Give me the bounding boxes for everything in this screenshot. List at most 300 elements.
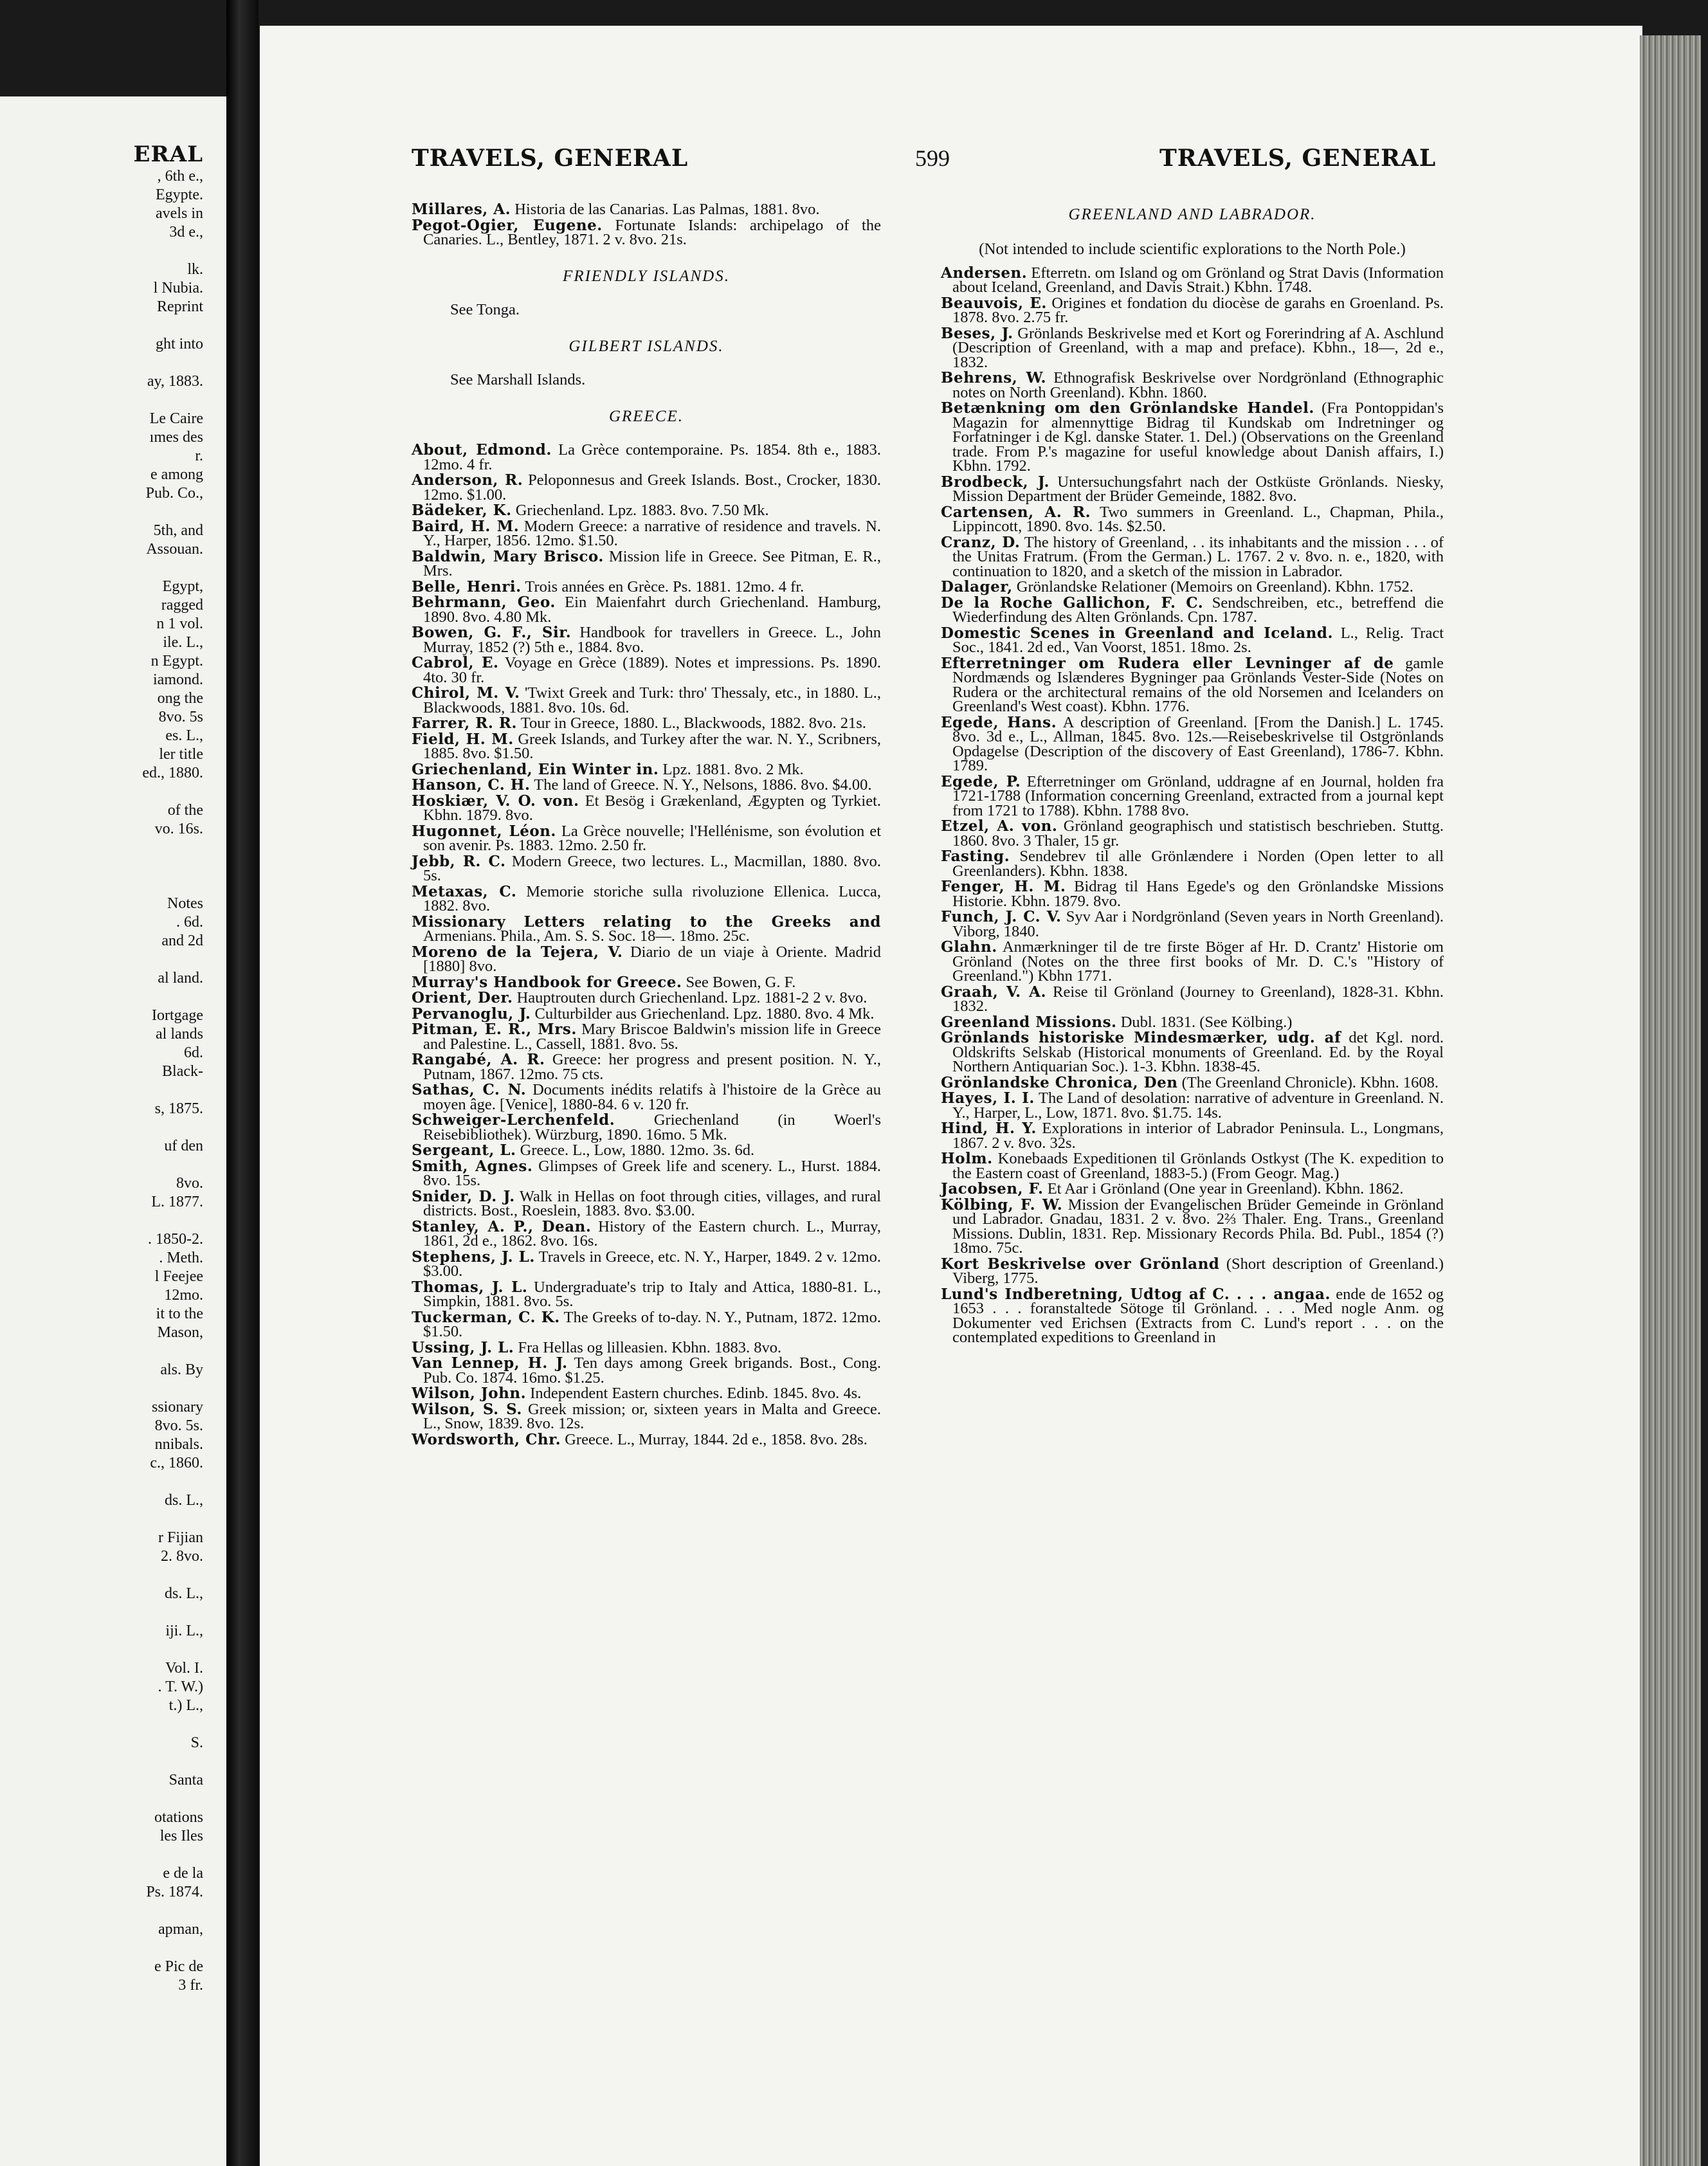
- text-fragment: Mason,: [157, 1324, 203, 1341]
- text-fragment: c., 1860.: [150, 1455, 203, 1471]
- entry-text: Peloponnesus and Greek Islands. Bost., Crocker, 1830. 12mo. $1.00.: [423, 471, 881, 504]
- text-fragment: Assouan.: [146, 541, 203, 558]
- entry-text: Modern Greece: a narrative of residence and travels. N. Y., Harper, 1856. 12mo. $1.50.: [423, 517, 881, 549]
- right-column: [941, 203, 1444, 1347]
- text-fragment: [10, 1118, 203, 1137]
- text-fragment: Black-: [162, 1063, 203, 1080]
- bibliography-entry: [412, 1007, 881, 1022]
- entry-text: det Kgl. nord. Oldskrifts Selskab (Historical monuments of Greenland. Ed. by the Royal Northern Antiquarian Soc.). 1-3. Kbhn. 1838-45.: [952, 1029, 1444, 1075]
- entry-text: Untersuchungsfahrt nach der Ostküste Grönlands. Niesky, Mission Department der Brüder Gemeinde, 1882. 8vo.: [952, 473, 1444, 505]
- section-note: (Not intended to include scientific explorations to the North Pole.): [979, 240, 1406, 258]
- entry-text: Undergraduate's trip to Italy and Attica, 1880-81. L., Simpkin, 1881. 8vo. 5s.: [423, 1278, 881, 1310]
- text-fragment: s, 1875.: [154, 1100, 203, 1117]
- bibliography-entry: [412, 760, 881, 778]
- entry-text: (Short description of Greenland.) Viberg, 1775.: [952, 1255, 1444, 1287]
- text-fragment: Ps. 1874.: [146, 1884, 203, 1900]
- entry-text: Efterretninger om Grönland, uddragne af en Journal, holden fra 1721-1788 (Information concerning Greenland, extracted from a journal kept from 1721 to 1788). Kbhn. 1788 8vo.: [952, 772, 1444, 819]
- entry-text: Greek mission; or, sixteen years in Malta and Greece. L., Snow, 1839. 8vo. 12s.: [423, 1400, 882, 1432]
- bibliography-entry: [941, 266, 1444, 295]
- entry-text: Travels in Greece, etc. N. Y., Harper, 1849. 2 v. 12mo. $3.00.: [423, 1248, 882, 1280]
- bibliography-entry: [412, 473, 881, 502]
- text-fragment: es. L.,: [165, 727, 203, 744]
- entry-author: Cartensen, A. R.: [941, 503, 1091, 521]
- text-fragment: t.) L.,: [168, 1697, 203, 1714]
- text-fragment: [10, 1641, 203, 1659]
- text-fragment: e de la: [163, 1865, 203, 1882]
- bibliography-entry: [412, 1217, 882, 1250]
- bibliography-entry: [412, 1143, 881, 1158]
- text-fragment: Notes: [167, 895, 203, 912]
- entry-author: Cranz, D.: [941, 533, 1021, 551]
- section-heading-friendly-islands: FRIENDLY ISLANDS.: [563, 267, 730, 285]
- text-fragment: [10, 1902, 203, 1920]
- entry-author: Smith, Agnes.: [412, 1157, 533, 1175]
- bibliography-entry: [941, 985, 1444, 1014]
- text-fragment: it to the: [156, 1306, 203, 1322]
- entry-author: Fenger, H. M.: [941, 878, 1066, 895]
- entry-author: Millares, A.: [412, 201, 511, 218]
- text-fragment: . Meth.: [159, 1250, 203, 1266]
- text-fragment: [10, 1081, 203, 1100]
- entry-author: Hanson, C. H.: [412, 776, 531, 794]
- entry-text: Syv Aar i Nordgrönland (Seven years in North Greenland). Viborg, 1840.: [952, 908, 1444, 940]
- bibliography-entry: [412, 991, 881, 1006]
- entry-author: Stanley, A. P., Dean.: [412, 1217, 592, 1235]
- bibliography-entry: [412, 1338, 881, 1356]
- bibliography-entry: [412, 626, 881, 655]
- text-fragment: ght into: [155, 336, 203, 352]
- text-fragment: nnibals.: [154, 1436, 203, 1453]
- entry-text: Historia de las Canarias. Las Palmas, 1881. 8vo.: [514, 201, 820, 218]
- entry-author: Lund's Indberetning, Udtog af C. . . . angaa.: [941, 1285, 1331, 1303]
- text-fragment: ong the: [157, 690, 203, 707]
- entry-author: Chirol, M. V.: [412, 684, 520, 702]
- text-fragment: ssionary: [152, 1399, 203, 1415]
- text-fragment: e among: [150, 466, 203, 483]
- text-fragment: iamond.: [153, 671, 203, 688]
- text-fragment: apman,: [158, 1921, 203, 1938]
- entry-text: The history of Greenland, . . its inhabitants and the mission . . . of the Unitas Fratrum. (From the German.) L. 1767. 2 v. 8vo. n. e., 1820, with continuation to 1820, and a sketch of the mission in Labrador.: [952, 533, 1444, 580]
- text-fragment: 8vo.: [176, 1175, 203, 1192]
- bibliography-entry: [412, 686, 881, 715]
- bibliography-entry: [941, 596, 1444, 625]
- entry-text: Reise til Grönland (Journey to Greenland), 1828-31. Kbhn. 1832.: [952, 983, 1444, 1015]
- entry-text: Trois années en Grèce. Ps. 1881. 12mo. 4 fr.: [525, 578, 804, 596]
- text-fragment: n Egypt.: [150, 653, 203, 669]
- entry-text: gamle Nordmænds og Islænderes Bygninger paa Grönlands Vester-Side (Notes on Rudera or the architectural remains of the old Norsemen and Icelanders on Greenland's West coast). Kbhn. 1776.: [952, 654, 1444, 715]
- bibliography-entry: [412, 656, 881, 685]
- entry-author: Jacobsen, F.: [941, 1180, 1044, 1197]
- entry-text: Fra Hellas og lilleasien. Kbhn. 1883. 8vo.: [518, 1338, 782, 1356]
- left-page-header: ERAL: [133, 141, 203, 167]
- entry-author: De la Roche Gallichon, F. C.: [941, 594, 1204, 612]
- entry-text: La Grèce contemporaine. Ps. 1854. 8th e., 1883. 12mo. 4 fr.: [423, 441, 882, 473]
- text-fragment: [10, 391, 203, 410]
- entry-text: Et Besög i Grækenland, Ægypten og Tyrkiet. Kbhn. 1879. 8vo.: [423, 792, 881, 824]
- bibliography-entry: [412, 824, 881, 853]
- entry-text: Griechenland. Lpz. 1883. 8vo. 7.50 Mk.: [515, 502, 769, 519]
- entry-text: Two summers in Greenland. L., Chapman, Phila., Lippincott, 1890. 8vo. 14s. $2.50.: [952, 503, 1444, 535]
- entry-text: Bidrag til Hans Egede's og den Grönlandske Missions Historie. Kbhn. 1879. 8vo.: [952, 878, 1444, 910]
- entry-text: Explorations in interior of Labrador Peninsula. L., Longmans, 1867. 2 v. 8vo. 32s.: [952, 1120, 1444, 1152]
- entry-text: See Bowen, G. F.: [686, 973, 796, 991]
- bibliography-entry: [412, 216, 881, 248]
- entry-author: Snider, D. J.: [412, 1187, 515, 1205]
- bibliography-entry: [941, 324, 1444, 371]
- bibliography-entry: [941, 1198, 1444, 1256]
- canarias-entries: [412, 203, 881, 248]
- text-fragment: Vol. I.: [165, 1660, 203, 1677]
- entry-text: Sendebrev til alle Grönlændere i Norden (Open letter to all Greenlanders). Kbhn. 1838.: [952, 848, 1444, 880]
- bibliography-entry: [412, 794, 881, 823]
- bibliography-entry: [941, 880, 1444, 909]
- bibliography-entry: [412, 1083, 881, 1112]
- text-fragment: [10, 316, 203, 335]
- cross-reference: See Marshall Islands.: [450, 371, 586, 388]
- text-fragment: [10, 783, 203, 801]
- text-fragment: S.: [190, 1734, 203, 1751]
- bibliography-entry: [412, 547, 882, 579]
- entry-text: Fortunate Islands: archipelago of the Canaries. L., Bentley, 1871. 2 v. 8vo. 21s.: [423, 216, 881, 248]
- bibliography-entry: [412, 1187, 882, 1219]
- bibliography-entry: [941, 296, 1444, 325]
- entry-author: Beauvois, E.: [941, 294, 1047, 312]
- bibliography-entry: [412, 580, 881, 595]
- bibliography-entry: [412, 203, 881, 217]
- entry-text: A description of Greenland. [From the Danish.] L. 1745. 8vo. 3d e., L., Allman, 1845. 8vo. 12s.—Reisebeskrivelse til Ostgrönlands Opdagelse (Description of the discovery of East Greenland), 1786-7. Kbhn. 1789.: [952, 713, 1444, 774]
- entry-text: Anmærkninger til de tre firste Böger af Hr. D. Crantz' Historie om Grönland (Notes on the three first books of Mr. D. C.'s "History of Greenland.") Kbhn 1771.: [952, 938, 1444, 985]
- bibliography-entry: [941, 580, 1444, 595]
- section-heading-gilbert-islands: GILBERT ISLANDS.: [568, 337, 724, 355]
- bibliography-entry: [941, 401, 1444, 474]
- entry-author: Dalager,: [941, 578, 1013, 596]
- text-fragment: [10, 876, 203, 895]
- entry-text: Tour in Greece, 1880. L., Blackwoods, 1882. 8vo. 21s.: [520, 714, 866, 732]
- entry-text: Dubl. 1831. (See Kölbing.): [1120, 1013, 1293, 1031]
- text-fragment: . 1850-2.: [148, 1231, 203, 1248]
- greece-entries: [412, 443, 881, 1447]
- entry-author: Tuckerman, C. K.: [412, 1308, 560, 1326]
- bibliography-entry: [412, 1157, 881, 1189]
- bibliography-entry: [941, 850, 1444, 878]
- text-fragment: ds. L.,: [165, 1492, 203, 1509]
- entry-author: Domestic Scenes in Greenland and Iceland.: [941, 624, 1333, 642]
- greenland-entries: [941, 266, 1444, 1345]
- text-fragment: [10, 1156, 203, 1174]
- text-fragment: als. By: [160, 1361, 203, 1378]
- entry-author: Cabrol, E.: [412, 654, 499, 671]
- text-fragment: [10, 988, 203, 1006]
- bibliography-entry: [941, 475, 1444, 504]
- entry-author: Metaxas, C.: [412, 882, 517, 900]
- text-fragment: lk.: [187, 261, 203, 278]
- bibliography-entry: [941, 819, 1444, 848]
- entry-text: The Greeks of to-day. N. Y., Putnam, 1872. 12mo. $1.50.: [423, 1308, 881, 1340]
- entry-text: Armenians. Phila., Am. S. S. Soc. 18—. 18mo. 25c.: [423, 927, 750, 945]
- entry-text: History of the Eastern church. L., Murray, 1861, 2d e., 1862. 8vo. 16s.: [423, 1217, 882, 1250]
- entry-author: About, Edmond.: [412, 441, 552, 459]
- cross-reference: See Tonga.: [450, 301, 520, 318]
- bibliography-entry: [941, 1015, 1444, 1030]
- entry-text: Walk in Hellas on foot through cities, villages, and rural districts. Bost., Roeslein, 1883. 8vo. $3.00.: [423, 1187, 882, 1219]
- page-edges: [1640, 35, 1701, 2166]
- entry-author: Funch, J. C. V.: [941, 908, 1062, 925]
- bibliography-entry: [412, 517, 881, 549]
- text-fragment: otations: [154, 1809, 203, 1826]
- text-fragment: [10, 1510, 203, 1529]
- bibliography-entry: [412, 716, 881, 731]
- bibliography-entry: [412, 1430, 881, 1448]
- bibliography-entry: [941, 533, 1444, 580]
- bibliography-entry: [941, 940, 1444, 984]
- entry-author: Betænkning om den Grönlandske Handel.: [941, 399, 1314, 417]
- text-fragment: ragged: [161, 597, 203, 614]
- entry-author: Hugonnet, Léon.: [412, 822, 556, 840]
- entry-text: Ten days among Greek brigands. Bost., Cong. Pub. Co. 1874. 16mo. $1.25.: [423, 1354, 881, 1387]
- entry-author: Bowen, G. F., Sir.: [412, 624, 572, 641]
- text-fragment: ımes des: [149, 429, 203, 446]
- text-fragment: . T. W.): [158, 1679, 203, 1695]
- entry-text: Hauptrouten durch Griechenland. Lpz. 1881-2 2 v. 8vo.: [516, 989, 868, 1006]
- entry-author: Egede, P.: [941, 772, 1021, 790]
- text-fragment: 8vo. 5s.: [154, 1417, 203, 1434]
- entry-text: Griechenland (in Woerl's Reisebibliothek). Würzburg, 1890. 16mo. 5 Mk.: [423, 1111, 882, 1143]
- entry-author: Baldwin, Mary Brisco.: [412, 547, 604, 565]
- entry-text: Sendschreiben, etc., betreffend die Wiederfindung des Alten Grönlands. Cpn. 1787.: [952, 594, 1444, 626]
- bibliography-entry: [412, 443, 881, 472]
- entry-text: Mission life in Greece. See Pitman, E. R., Mrs.: [423, 547, 882, 579]
- bibliography-entry: [941, 1152, 1444, 1181]
- bibliography-entry: [941, 1031, 1444, 1075]
- text-fragment: 2. 8vo.: [161, 1548, 203, 1565]
- entry-text: Documents inédits relatifs à l'histoire de la Grèce au moyen âge. [Venice], 1880-84. 6 v. 120 fr.: [423, 1081, 881, 1113]
- entry-author: Missionary Letters relating to the Greeks and: [412, 913, 881, 931]
- entry-text: Modern Greece, two lectures. L., Macmillan, 1880. 8vo. 5s.: [423, 852, 882, 884]
- text-fragment: ds. L.,: [165, 1585, 203, 1602]
- bibliography-entry: [412, 852, 882, 884]
- entry-text: Memorie storiche sulla rivoluzione Ellenica. Lucca, 1882. 8vo.: [423, 882, 882, 915]
- bibliography-entry: [941, 1285, 1444, 1346]
- text-fragment: ler title: [159, 746, 203, 763]
- page-number: 599: [915, 145, 950, 171]
- text-fragment: al land.: [158, 970, 203, 987]
- text-fragment: l Feejee: [154, 1268, 203, 1285]
- entry-author: Kort Beskrivelse over Grönland: [941, 1255, 1220, 1273]
- entry-author: Brodbeck, J.: [941, 473, 1050, 491]
- bibliography-entry: [941, 772, 1444, 819]
- entry-author: Wilson, John.: [412, 1385, 527, 1402]
- entry-author: Grönlands historiske Mindesmærker, udg. af: [941, 1029, 1341, 1046]
- text-fragment: [10, 242, 203, 260]
- text-fragment: [10, 1790, 203, 1808]
- bibliography-entry: [941, 1122, 1444, 1151]
- entry-author: Sathas, C. N.: [412, 1081, 527, 1098]
- bibliography-entry: [412, 882, 882, 915]
- text-fragment: les Iles: [159, 1828, 203, 1844]
- text-fragment: ile. L.,: [163, 634, 203, 651]
- bibliography-entry: [412, 596, 881, 624]
- entry-author: Jebb, R. C.: [412, 852, 506, 870]
- text-fragment: [10, 1379, 203, 1398]
- entry-text: Grönlandske Relationer (Memoirs on Greenland). Kbhn. 1752.: [1016, 578, 1413, 596]
- text-fragment: 8vo. 5s: [158, 709, 203, 725]
- bibliography-entry: [412, 973, 881, 991]
- bibliography-entry: [412, 730, 882, 762]
- text-fragment: e Pic de: [154, 1958, 203, 1975]
- entry-author: Van Lennep, H. J.: [412, 1354, 568, 1372]
- text-fragment: L. 1877.: [151, 1194, 203, 1210]
- entry-text: Glimpses of Greek life and scenery. L., Hurst. 1884. 8vo. 15s.: [423, 1157, 881, 1189]
- entry-author: Pegot-Ogier, Eugene.: [412, 216, 603, 234]
- entry-author: Etzel, A. von.: [941, 817, 1058, 835]
- entry-text: 'Twixt Greek and Turk: thro' Thessaly, etc., in 1880. L., Blackwoods, 1881. 8vo. 10s. 6d.: [423, 684, 881, 716]
- bibliography-entry: [941, 1257, 1444, 1286]
- text-fragment: [10, 1752, 203, 1771]
- bibliography-entry: [412, 1387, 881, 1401]
- bibliography-entry: [941, 371, 1444, 400]
- entry-author: Field, H. M.: [412, 730, 514, 748]
- entry-author: Ussing, J. L.: [412, 1338, 514, 1356]
- entry-author: Efterretninger om Rudera eller Levninger af de: [941, 654, 1394, 672]
- entry-text: Efterretn. om Island og om Grönland og Strat Davis (Information about Iceland, Greenland, and Davis Strait.) Kbhn. 1748.: [952, 264, 1444, 296]
- text-fragment: [10, 1846, 203, 1864]
- bibliography-entry: [412, 1113, 881, 1142]
- entry-author: Wordsworth, Chr.: [412, 1430, 561, 1448]
- entry-text: Konebaads Expeditionen til Grönlands Ostkyst (The K. expedition to the Eastern coast of Greenland, 1883-5.) (From Geogr. Mag.): [952, 1150, 1444, 1182]
- bibliography-entry: [941, 654, 1444, 715]
- bibliography-entry: [941, 1073, 1444, 1091]
- text-fragment: [10, 839, 203, 857]
- entry-text: ende de 1652 og 1653 . . . foranstaltede Sötoge til Grönland. . . . Med nogle Anm. og Dokumenter ved Erichsen (Extracts from C. Lund's report . . . on the contemplated expeditions to Greenland in: [952, 1285, 1444, 1346]
- entry-author: Baird, H. M.: [412, 517, 520, 535]
- entry-author: Schweiger-Lerchenfeld.: [412, 1111, 615, 1129]
- entry-author: Pitman, E. R., Mrs.: [412, 1021, 577, 1038]
- bibliography-entry: [412, 1400, 882, 1432]
- entry-text: Culturbilder aus Griechenland. Lpz. 1880. 8vo. 4 Mk.: [534, 1005, 875, 1023]
- text-fragment: uf den: [164, 1138, 203, 1154]
- entry-text: The land of Greece. N. Y., Nelsons, 1886. 8vo. $4.00.: [534, 776, 872, 794]
- bibliography-entry: [412, 915, 881, 944]
- entry-text: Diario de un viaje à Oriente. Madrid [1880] 8vo.: [423, 943, 881, 975]
- entry-author: Graah, V. A.: [941, 983, 1047, 1001]
- bibliography-entry: [412, 1023, 881, 1051]
- text-fragment: ay, 1883.: [147, 373, 203, 390]
- text-fragment: r Fijian: [158, 1529, 203, 1546]
- text-fragment: [10, 857, 203, 876]
- entry-text: Independent Eastern churches. Edinb. 1845. 8vo. 4s.: [530, 1385, 862, 1402]
- bibliography-entry: [412, 1250, 881, 1279]
- section-heading-greenland: GREENLAND AND LABRADOR.: [1068, 206, 1316, 223]
- text-fragment: n 1 vol.: [156, 615, 203, 632]
- bibliography-entry: [941, 1182, 1444, 1197]
- entry-author: Orient, Der.: [412, 989, 513, 1006]
- entry-text: Ein Maienfahrt durch Griechenland. Hamburg, 1890. 8vo. 4.80 Mk.: [423, 594, 882, 626]
- section-heading-greece: GREECE.: [608, 407, 684, 425]
- left-page-text-fragments: [10, 167, 203, 1995]
- text-fragment: l Nubia.: [153, 280, 203, 296]
- bibliography-entry: [412, 504, 881, 518]
- entry-author: Glahn.: [941, 938, 997, 956]
- running-header-left: TRAVELS, GENERAL: [412, 145, 689, 172]
- entry-author: Hind, H. Y.: [941, 1120, 1037, 1137]
- entry-author: Farrer, R. R.: [412, 714, 518, 732]
- entry-author: Kölbing, F. W.: [941, 1196, 1063, 1214]
- text-fragment: iji. L.,: [165, 1623, 203, 1639]
- entry-text: Lpz. 1881. 8vo. 2 Mk.: [662, 760, 804, 778]
- entry-author: Greenland Missions.: [941, 1013, 1117, 1031]
- text-fragment: Egypt,: [162, 578, 203, 595]
- entry-text: L., Relig. Tract Soc., 1841. 2d ed., Van Voorst, 1851. 18mo. 2s.: [952, 624, 1444, 656]
- text-fragment: of the: [167, 802, 203, 819]
- text-fragment: and 2d: [161, 933, 203, 949]
- entry-author: Behrens, W.: [941, 369, 1047, 387]
- text-fragment: [10, 1342, 203, 1361]
- text-fragment: Egypte.: [156, 187, 203, 203]
- entry-author: Thomas, J. L.: [412, 1278, 528, 1296]
- entry-author: Moreno de la Tejera, V.: [412, 943, 623, 961]
- entry-text: La Grèce nouvelle; l'Hellénisme, son évolution et son avenir. Ps. 1883. 12mo. 2.50 fr.: [423, 822, 882, 854]
- text-fragment: [10, 951, 203, 969]
- text-fragment: Santa: [168, 1772, 203, 1788]
- text-fragment: [10, 354, 203, 372]
- entry-text: (Fra Pontoppidan's Magazin for almennyttige Bidrag til Kundskab om Indretninger og Forfatninger i de Kgl. danske Stater. 1. Del.) (Observations on the Greenland trade. From P.'s magazine for useful knowledge about Danish affairs, I.) Kbhn. 1792.: [952, 399, 1444, 475]
- entry-author: Pervanoglu, J.: [412, 1005, 531, 1023]
- entry-author: Griechenland, Ein Winter in.: [412, 760, 659, 778]
- bibliography-entry: [412, 778, 881, 793]
- entry-author: Belle, Henri.: [412, 578, 522, 596]
- entry-author: Grönlandske Chronica, Den: [941, 1073, 1178, 1091]
- text-fragment: Reprint: [157, 298, 203, 315]
- left-page-fragment: [0, 96, 226, 2166]
- entry-author: Hayes, I. I.: [941, 1089, 1035, 1107]
- text-fragment: ed., 1880.: [142, 765, 203, 781]
- text-fragment: 6d.: [184, 1044, 203, 1061]
- text-fragment: 5th, and: [153, 522, 203, 539]
- entry-text: The Land of desolation: narrative of adventure in Greenland. N. Y., Harper, L., Low, 1871. 8vo. $1.75. 14s.: [952, 1089, 1444, 1122]
- bibliography-entry: [941, 910, 1444, 939]
- text-fragment: avels in: [156, 205, 203, 222]
- text-fragment: [10, 1715, 203, 1734]
- bibliography-entry: [941, 626, 1444, 655]
- entry-author: Anderson, R.: [412, 471, 523, 489]
- entry-text: Greek Islands, and Turkey after the war. N. Y., Scribners, 1885. 8vo. $1.50.: [423, 730, 882, 762]
- entry-text: Handbook for travellers in Greece. L., John Murray, 1852 (?) 5th e., 1884. 8vo.: [423, 624, 882, 656]
- entry-author: Beses, J.: [941, 324, 1013, 342]
- text-fragment: [10, 1939, 203, 1958]
- entry-author: Rangabé, A. R.: [412, 1051, 545, 1068]
- text-fragment: [10, 559, 203, 578]
- text-fragment: [10, 1603, 203, 1622]
- text-fragment: Iortgage: [152, 1007, 203, 1024]
- bibliography-entry: [412, 1053, 881, 1082]
- entry-text: Greece: her progress and present position. N. Y., Putnam, 1867. 12mo. 75 cts.: [423, 1051, 881, 1083]
- text-fragment: 3 fr.: [178, 1977, 203, 1994]
- text-fragment: [10, 1212, 203, 1230]
- text-fragment: vo. 16s.: [154, 821, 203, 837]
- text-fragment: [10, 1473, 203, 1491]
- entry-author: Behrmann, Geo.: [412, 594, 556, 611]
- entry-text: (The Greenland Chronicle). Kbhn. 1608.: [1181, 1073, 1439, 1091]
- text-fragment: . 6d.: [176, 914, 203, 931]
- text-fragment: Pub. Co.,: [145, 485, 203, 502]
- entry-text: Origines et fondation du diocèse de garahs en Groenland. Ps. 1878. 8vo. 2.75 fr.: [952, 294, 1444, 326]
- bibliography-entry: [412, 1280, 881, 1309]
- text-fragment: Le Caire: [149, 410, 203, 427]
- text-fragment: , 6th e.,: [157, 168, 203, 185]
- entry-text: Et Aar i Grönland (One year in Greenland). Kbhn. 1862.: [1047, 1180, 1404, 1197]
- bibliography-entry: [412, 1356, 881, 1385]
- bibliography-entry: [941, 505, 1444, 534]
